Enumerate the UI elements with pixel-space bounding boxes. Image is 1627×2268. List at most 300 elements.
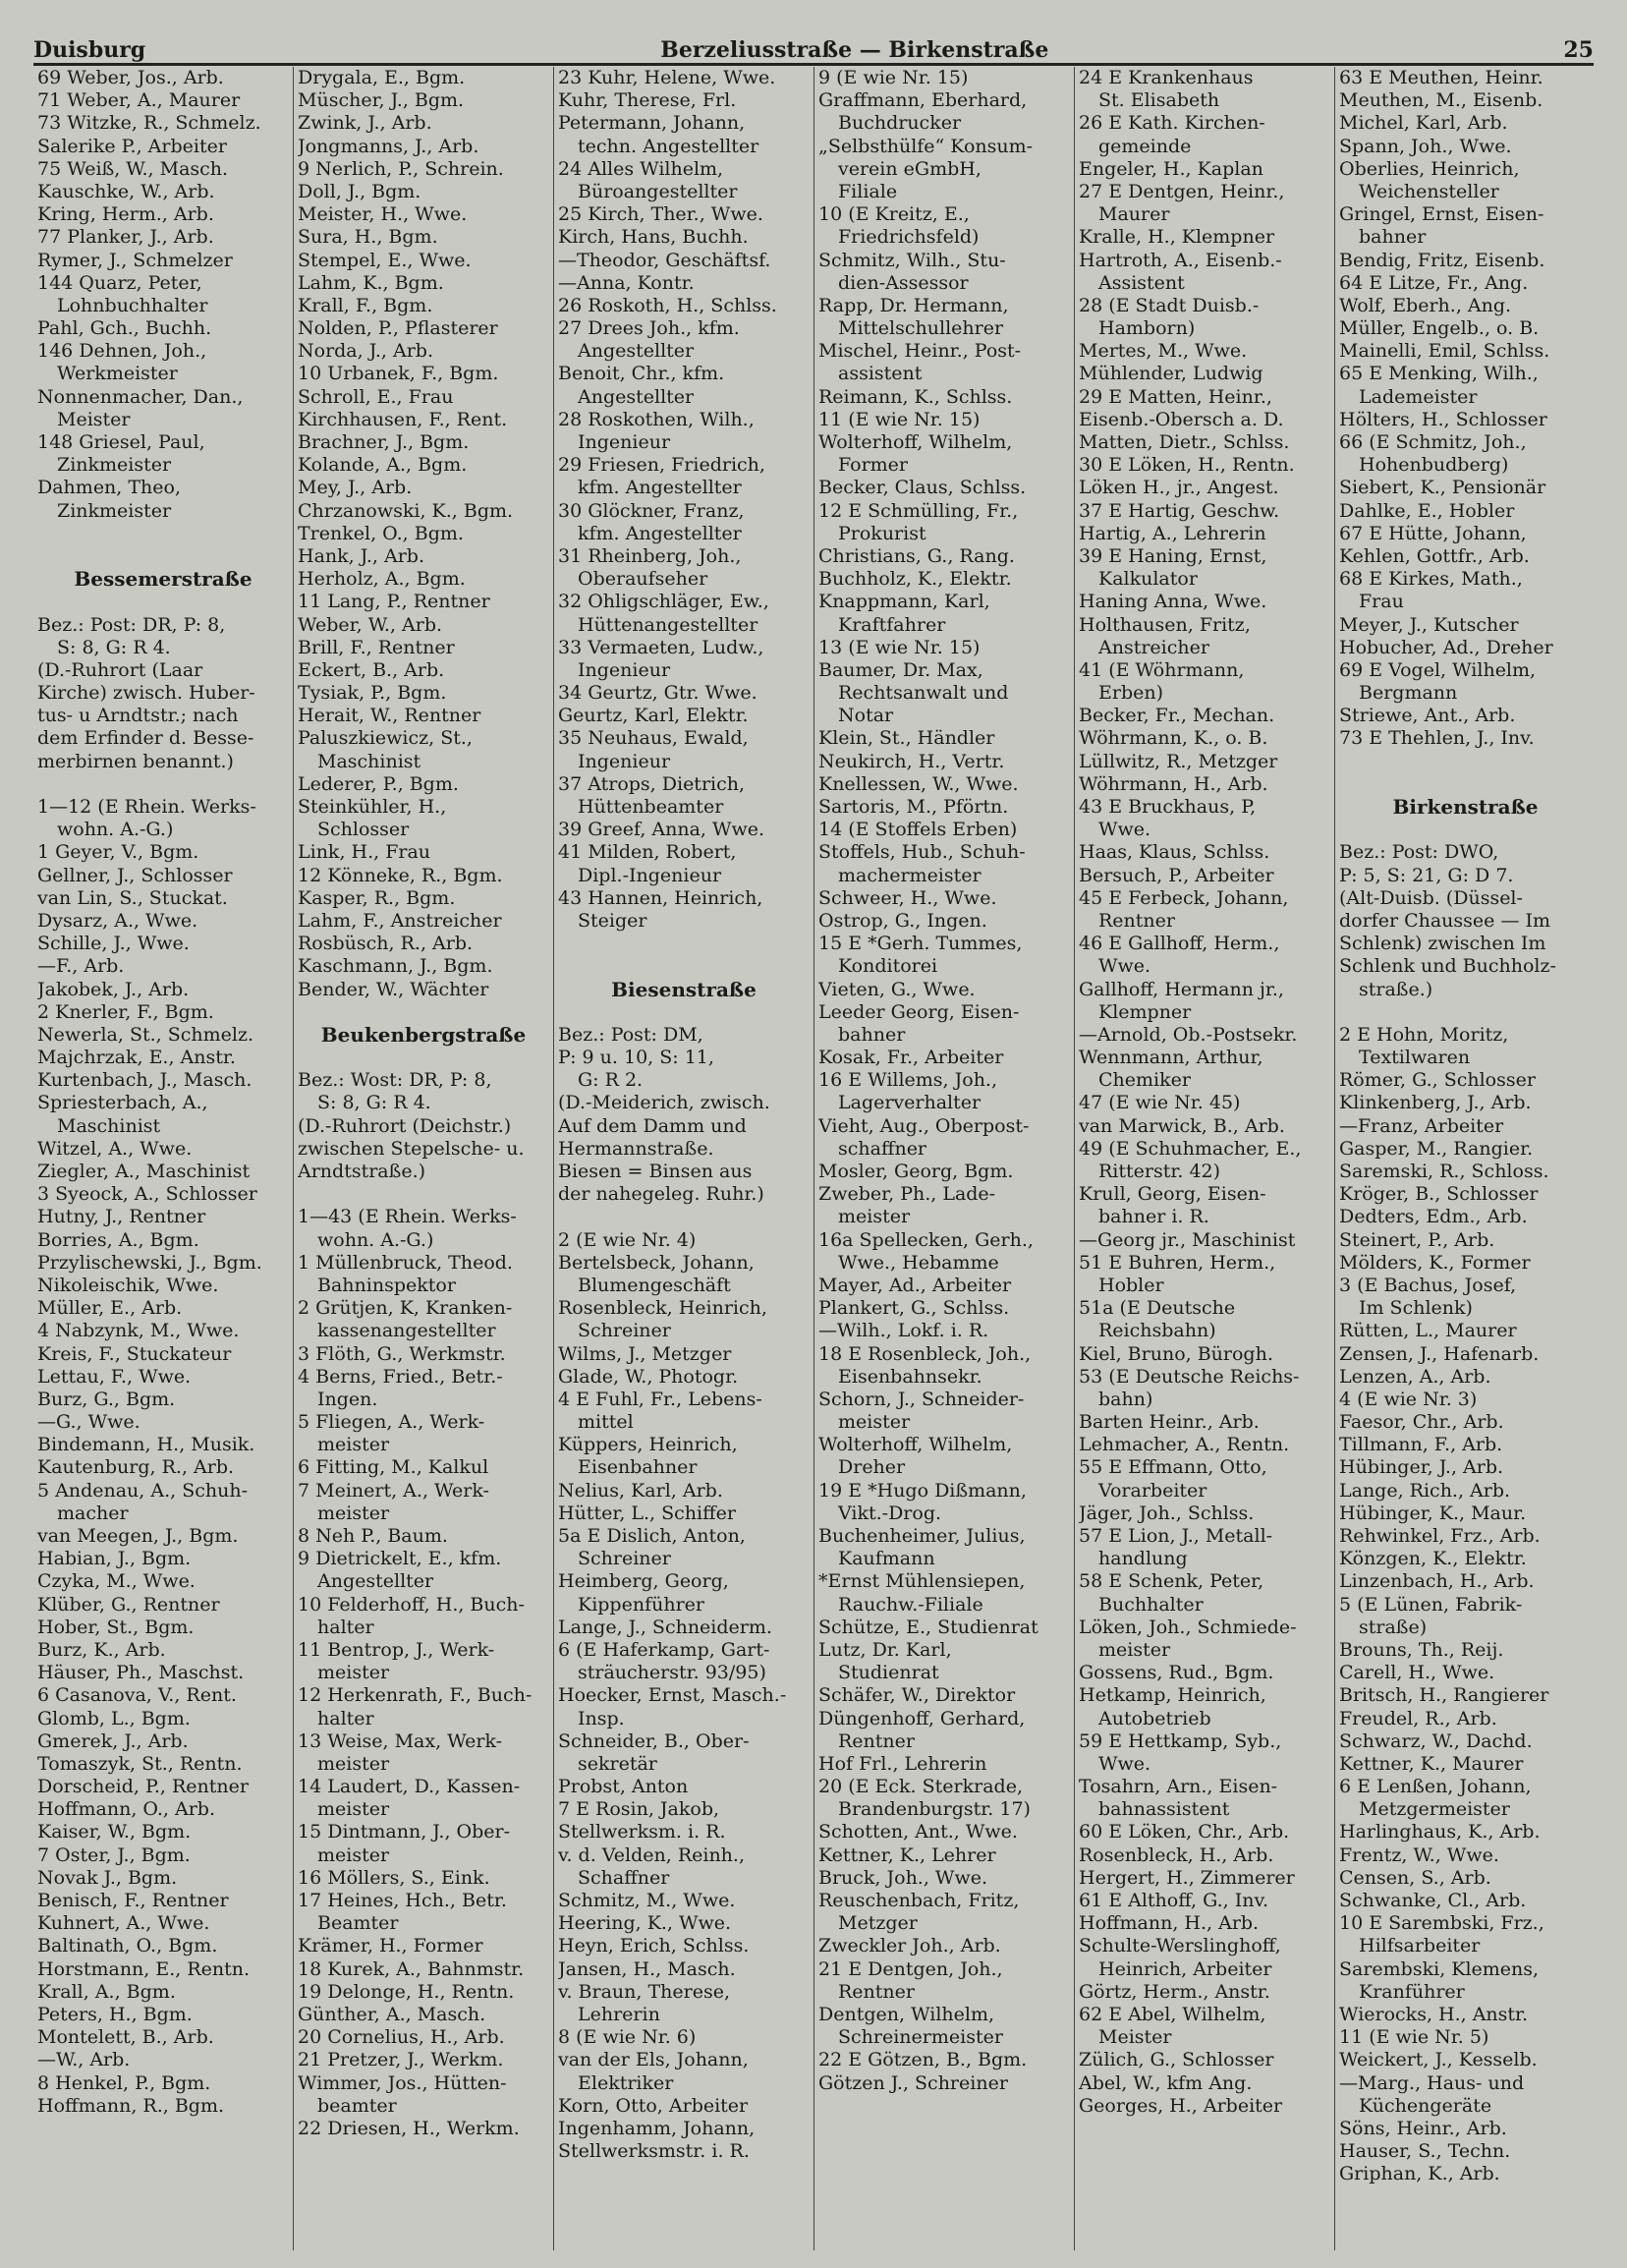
directory-entry: Dahmen, Theo,	[37, 477, 182, 499]
directory-column	[554, 67, 814, 2250]
directory-entry: machermeister	[838, 864, 982, 886]
directory-entry: Ingenieur	[578, 658, 671, 681]
directory-entry: 12 Herkenrath, F., Buch-	[298, 1684, 533, 1707]
directory-entry: Meister, H., Wwe.	[298, 203, 468, 226]
directory-entry: Zinkmeister	[57, 499, 172, 522]
directory-entry: zwischen Stepelsche- u.	[298, 1137, 525, 1160]
directory-entry: Geurtz, Karl, Elektr.	[558, 705, 749, 727]
directory-entry: assistent	[838, 363, 923, 385]
directory-entry: 9 (E wie Nr. 15)	[818, 67, 969, 88]
directory-entry: Heimberg, Georg,	[558, 1570, 729, 1593]
directory-entry: Becker, Claus, Schlss.	[818, 477, 1027, 499]
directory-entry: Tosahrn, Arn., Eisen-	[1079, 1776, 1278, 1798]
directory-entry: Wwe.	[1098, 819, 1151, 841]
directory-entry: Lenzen, A., Arb.	[1339, 1365, 1491, 1388]
directory-entry: Hobucher, Ad., Dreher	[1339, 636, 1553, 658]
directory-entry: Küppers, Heinrich,	[558, 1434, 738, 1456]
directory-entry: 8 Neh P., Baum.	[298, 1525, 448, 1547]
directory-entry: Gasper, M., Rangier.	[1339, 1137, 1534, 1160]
directory-entry: Baltinath, O., Bgm.	[37, 1935, 218, 1957]
directory-entry: 8 Henkel, P., Bgm.	[37, 2071, 211, 2094]
directory-entry: Wierocks, H., Anstr.	[1339, 2003, 1529, 2025]
directory-entry	[558, 933, 810, 955]
directory-entry: Schlenk) zwischen Im	[1339, 933, 1546, 955]
directory-entry: kfm. Angestellter	[578, 477, 742, 499]
directory-entry: Lehmacher, A., Rentn.	[1079, 1434, 1290, 1456]
directory-entry: 10 Urbanek, F., Bgm.	[298, 363, 499, 385]
directory-entry	[298, 1047, 549, 1069]
directory-entry: schaffner	[838, 1137, 927, 1160]
directory-entry: Eisenbahnsekr.	[838, 1365, 982, 1388]
directory-entry: 18 Kurek, A., Bahnmstr.	[298, 1957, 525, 1980]
directory-entry: Spann, Joh., Wwe.	[1339, 135, 1512, 157]
directory-entry	[1339, 751, 1592, 773]
directory-entry: Dysarz, A., Wwe.	[37, 909, 198, 932]
directory-entry: Krall, A., Bgm.	[37, 1980, 176, 2003]
directory-entry: Rechtsanwalt und	[838, 682, 1009, 705]
directory-entry: Bendig, Fritz, Eisenb.	[1339, 249, 1545, 271]
directory-entry: Ziegler, A., Maschinist	[37, 1161, 251, 1182]
directory-entry: Kröger, B., Schlosser	[1339, 1183, 1539, 1206]
directory-entry: Rosenbleck, H., Arb.	[1079, 1843, 1274, 1866]
directory-entry: Textilwaren	[1359, 1047, 1471, 1069]
directory-entry: Norda, J., Arb.	[298, 340, 433, 363]
directory-entry: 30 Glöckner, Franz,	[558, 499, 745, 522]
directory-entry: Mischel, Heinr., Post-	[818, 340, 1022, 363]
directory-entry: Brill, F., Rentner	[298, 636, 455, 658]
directory-entry: Georges, H., Arbeiter	[1079, 2094, 1283, 2117]
directory-entry: Griphan, K., Arb.	[1339, 2163, 1500, 2185]
directory-entry: Zinkmeister	[57, 454, 172, 477]
directory-entry: Schlenk und Buchholz-	[1339, 955, 1556, 978]
directory-entry: Knellessen, W., Wwe.	[818, 772, 1019, 795]
directory-entry: —G., Wwe.	[37, 1411, 140, 1434]
directory-entry: mittel	[578, 1411, 634, 1434]
directory-entry: 5a E Dislich, Anton,	[558, 1525, 746, 1547]
directory-entry: Kalkulator	[1098, 568, 1198, 591]
directory-entry: Schreiner	[578, 1320, 671, 1342]
directory-entry: Angestellter	[578, 340, 695, 363]
directory-entry: Maschinist	[317, 750, 421, 772]
directory-entry: Chrzanowski, K., Bgm.	[298, 499, 514, 522]
directory-entry: Gallhoff, Hermann jr.,	[1079, 978, 1284, 1000]
directory-entry: Friedrichsfeld)	[838, 226, 980, 249]
directory-entry: 69 E Vogel, Wilhelm,	[1339, 658, 1537, 681]
directory-entry: —Theodor, Geschäftsf.	[558, 249, 771, 271]
directory-entry: Krull, Georg, Eisen-	[1079, 1183, 1266, 1206]
directory-entry: Notar	[838, 705, 894, 727]
directory-entry: Oberaufseher	[578, 568, 708, 591]
directory-entry: Insp.	[578, 1707, 625, 1729]
directory-entry: Bertelsbeck, Johann,	[558, 1251, 755, 1274]
directory-entry: Stellwerksmstr. i. R.	[558, 2140, 750, 2163]
directory-entry: Engeler, H., Kaplan	[1079, 157, 1263, 180]
directory-entry: Schotten, Ant., Wwe.	[818, 1821, 1018, 1843]
directory-entry: 8 (E wie Nr. 6)	[558, 2026, 697, 2049]
directory-entry: Wöhrmann, K., o. B.	[1079, 727, 1268, 750]
directory-entry: Schaffner	[578, 1866, 670, 1889]
directory-entry: Lange, Rich., Arb.	[1339, 1479, 1511, 1502]
directory-entry: Zweber, Ph., Lade-	[818, 1183, 996, 1206]
directory-entry: Neukirch, H., Vertr.	[818, 750, 1005, 772]
directory-entry: 15 Dintmann, J., Ober-	[298, 1821, 511, 1843]
directory-entry: Arndtstraße.)	[298, 1161, 426, 1182]
directory-entry: Kurtenbach, J., Masch.	[37, 1069, 252, 1092]
directory-entry: 61 E Althoff, G., Inv.	[1079, 1890, 1269, 1911]
directory-entry: Zülich, G., Schlosser	[1079, 2049, 1274, 2071]
directory-entry: Frentz, W., Wwe.	[1339, 1843, 1499, 1866]
directory-entry: 65 E Menking, Wilh.,	[1339, 363, 1539, 385]
directory-entry: Spriesterbach, A.,	[37, 1092, 208, 1114]
directory-entry: verein eGmbH,	[838, 157, 982, 180]
directory-entry: Mölders, K., Former	[1339, 1251, 1531, 1274]
directory-entry: Im Schlenk)	[1359, 1297, 1473, 1320]
directory-entry: 51a (E Deutsche	[1079, 1297, 1236, 1320]
directory-entry: 67 E Hütte, Johann,	[1339, 522, 1527, 544]
directory-entry: van der Els, Johann,	[558, 2049, 749, 2071]
directory-entry: Schneider, B., Ober-	[558, 1729, 750, 1752]
directory-entry: Peters, H., Bgm.	[37, 2003, 193, 2025]
directory-entry: Ingenieur	[578, 750, 671, 772]
directory-entry: Przylischewski, J., Bgm.	[37, 1251, 262, 1274]
directory-entry: Burz, K., Arb.	[37, 1638, 166, 1661]
directory-entry	[1339, 1001, 1592, 1024]
directory-entry: Buchholz, K., Elektr.	[818, 568, 1012, 591]
directory-entry: Hilfsarbeiter	[1359, 1935, 1481, 1957]
directory-entry: Steiger	[578, 909, 647, 932]
directory-entry: 7 Oster, J., Bgm.	[37, 1843, 191, 1866]
directory-entry: 60 E Löken, Chr., Arb.	[1079, 1821, 1290, 1843]
directory-entry: Krämer, H., Former	[298, 1935, 483, 1957]
directory-entry: 146 Dehnen, Joh.,	[37, 340, 207, 363]
directory-entry: Metzger	[838, 1912, 918, 1935]
directory-entry: Meister	[57, 408, 131, 430]
directory-entry	[37, 545, 289, 568]
directory-entry: Barten Heinr., Arb.	[1079, 1411, 1260, 1434]
directory-entry: Trenkel, O., Bgm.	[298, 522, 464, 544]
directory-entry: Müscher, J., Bgm.	[298, 89, 465, 112]
directory-entry: Elektriker	[578, 2071, 674, 2094]
directory-entry: Haning Anna, Wwe.	[1079, 591, 1267, 613]
directory-entry: Michel, Karl, Arb.	[1339, 112, 1508, 135]
directory-entry: Christians, G., Rang.	[818, 544, 1015, 567]
directory-entry: Gringel, Ernst, Eisen-	[1339, 203, 1544, 226]
directory-entry: Graffmann, Eberhard,	[818, 89, 1028, 112]
directory-entry: Sartoris, M., Pförtn.	[818, 796, 1009, 818]
directory-entry: Becker, Fr., Mechan.	[1079, 705, 1275, 727]
directory-entry: Wilms, J., Metzger	[558, 1342, 732, 1365]
directory-entry: Weichensteller	[1359, 180, 1499, 202]
directory-entry: Studienrat	[838, 1662, 939, 1684]
directory-entry: Salerike P., Arbeiter	[37, 135, 227, 157]
directory-entry: 57 E Lion, J., Metall-	[1079, 1525, 1273, 1547]
directory-entry: Kuhnert, A., Wwe.	[37, 1912, 210, 1935]
directory-entry: Mühlender, Ludwig	[1079, 363, 1263, 385]
directory-entry: meister	[838, 1206, 911, 1228]
directory-entry: Nolden, P., Pflasterer	[298, 317, 498, 340]
directory-entry	[1339, 773, 1592, 796]
directory-entry: Hutny, J., Rentner	[37, 1206, 206, 1228]
directory-entry: 55 E Effmann, Otto,	[1079, 1456, 1267, 1479]
directory-entry: meister	[317, 1502, 390, 1524]
directory-entry: Wwe., Hebamme	[838, 1251, 999, 1274]
directory-entry: Herholz, A., Bgm.	[298, 568, 466, 591]
directory-entry: bahnassistent	[1098, 1798, 1230, 1821]
directory-entry: P: 9 u. 10, S: 11,	[558, 1047, 714, 1069]
directory-entry: 21 Pretzer, J., Werkm.	[298, 2049, 504, 2071]
directory-entry: 16a Spellecken, Gerh.,	[818, 1228, 1034, 1251]
directory-entry: Wolterhoff, Wilhelm,	[818, 431, 1013, 453]
directory-entry: Majchrzak, E., Anstr.	[37, 1047, 236, 1069]
directory-entry: Filiale	[838, 180, 898, 202]
directory-entry: 24 E Krankenhaus	[1079, 67, 1254, 88]
directory-entry: Wolf, Eberh., Ang.	[1339, 294, 1512, 316]
directory-entry: Montelett, B., Arb.	[37, 2026, 214, 2049]
directory-entry: 4 Nabzynk, M., Wwe.	[37, 1320, 240, 1342]
directory-entry: Weber, W., Arb.	[298, 613, 443, 636]
directory-entry: (D.-Meiderich, zwisch.	[558, 1092, 770, 1114]
directory-entry: —Wilh., Lokf. i. R.	[818, 1320, 989, 1342]
directory-columns	[33, 67, 1596, 2250]
directory-entry: 2 Knerler, F., Bgm.	[37, 1000, 214, 1023]
directory-entry	[37, 773, 289, 796]
directory-entry: Rehwinkel, Frz., Arb.	[1339, 1525, 1541, 1547]
directory-entry: 15 E *Gerh. Tummes,	[818, 933, 1023, 955]
directory-entry: Häuser, Ph., Maschst.	[37, 1662, 245, 1684]
directory-entry: Dipl.-Ingenieur	[578, 864, 722, 886]
directory-entry: Wennmann, Arthur,	[1079, 1047, 1263, 1069]
directory-entry: van Meegen, J., Bgm.	[37, 1525, 239, 1547]
directory-entry: Dentgen, Wilhelm,	[818, 2003, 995, 2025]
directory-entry: Lange, J., Schneiderm.	[558, 1616, 772, 1638]
directory-entry: S: 8, G: R 4.	[317, 1092, 431, 1114]
directory-entry: Buchenheimer, Julius,	[818, 1525, 1026, 1547]
directory-entry: Nonnenmacher, Dan.,	[37, 385, 244, 408]
directory-entry: 5 Andenau, A., Schuh-	[37, 1479, 249, 1502]
directory-entry: Petermann, Johann,	[558, 112, 746, 135]
directory-entry: Eckert, B., Arb.	[298, 658, 445, 681]
directory-entry: Borries, A., Bgm.	[37, 1228, 199, 1251]
directory-entry: P: 5, S: 21, G: D 7.	[1339, 864, 1514, 886]
directory-entry: 26 Roskoth, H., Schlss.	[558, 294, 777, 316]
directory-entry: 43 E Bruckhaus, P,	[1079, 796, 1257, 818]
directory-entry: (D.-Ruhrort (Laar	[37, 658, 203, 681]
directory-entry: Hergert, H., Zimmerer	[1079, 1866, 1295, 1889]
directory-entry: 1—43 (E Rhein. Werks-	[298, 1206, 517, 1228]
directory-entry: Müller, Engelb., o. B.	[1339, 317, 1540, 340]
directory-entry: Eisenb.-Obersch a. D.	[1079, 408, 1284, 430]
directory-entry: Könzgen, K., Elektr.	[1339, 1548, 1527, 1570]
directory-entry: Schäfer, W., Direktor	[818, 1684, 1016, 1707]
directory-entry: 39 E Haning, Ernst,	[1079, 544, 1267, 567]
directory-entry: wohn. A.-G.)	[317, 1228, 434, 1251]
directory-entry: Abel, W., kfm Ang.	[1079, 2071, 1253, 2094]
directory-entry: 4 E Fuhl, Fr., Lebens-	[558, 1388, 762, 1410]
directory-entry: 47 (E wie Nr. 45)	[1079, 1092, 1241, 1114]
directory-entry: Kautenburg, R., Arb.	[37, 1456, 235, 1479]
directory-entry: 77 Planker, J., Arb.	[37, 226, 214, 249]
directory-entry: Jansen, H., Masch.	[558, 1957, 736, 1980]
directory-entry: Metzgermeister	[1359, 1798, 1510, 1821]
directory-entry: 9 Nerlich, P., Schrein.	[298, 157, 504, 180]
directory-entry: meister	[317, 1662, 390, 1684]
directory-entry: Hohenbudberg)	[1359, 454, 1509, 477]
directory-entry: 4 (E wie Nr. 3)	[1339, 1388, 1478, 1410]
street-heading: Beukenbergstraße	[320, 1023, 527, 1047]
directory-entry: gemeinde	[1098, 135, 1192, 157]
directory-entry: —W., Arb.	[37, 2049, 131, 2071]
directory-entry: Dahlke, E., Hobler	[1339, 499, 1515, 522]
directory-entry: Tysiak, P., Bgm.	[298, 682, 447, 705]
directory-entry: 35 Neuhaus, Ewald,	[558, 727, 749, 750]
directory-entry: meister	[317, 1752, 390, 1775]
directory-entry: 73 E Thehlen, J., Inv.	[1339, 727, 1535, 750]
directory-entry: Lutz, Dr. Karl,	[818, 1638, 952, 1661]
directory-entry: Blumengeschäft	[578, 1274, 731, 1296]
directory-entry: straße)	[1359, 1616, 1428, 1638]
directory-entry: 41 (E Wöhrmann,	[1079, 658, 1245, 681]
directory-entry: Hüttenangestellter	[578, 613, 758, 636]
directory-entry: Hüttenbeamter	[578, 796, 724, 818]
directory-entry: Bahninspektor	[317, 1274, 456, 1296]
directory-entry: Lehrerin	[578, 2003, 660, 2025]
directory-entry: Baumer, Dr. Max,	[818, 658, 983, 681]
directory-entry: 18 E Rosenbleck, Joh.,	[818, 1342, 1032, 1365]
directory-entry: Hauser, S., Techn.	[1339, 2140, 1511, 2163]
directory-entry: 33 Vermaeten, Ludw.,	[558, 636, 764, 658]
directory-entry: Czyka, M., Wwe.	[37, 1570, 196, 1593]
directory-entry: 10 (E Kreitz, E.,	[818, 203, 970, 226]
directory-entry: Hetkamp, Heinrich,	[1079, 1684, 1266, 1707]
directory-entry: Lahm, F., Anstreicher	[298, 909, 502, 932]
directory-entry: Stoffels, Hub., Schuh-	[818, 841, 1026, 864]
directory-entry: Jakobek, J., Arb.	[37, 978, 190, 1000]
directory-entry: Mey, J., Arb.	[298, 477, 413, 499]
directory-entry: S: 8, G: R 4.	[57, 636, 171, 658]
directory-entry: 53 (E Deutsche Reichs-	[1079, 1365, 1300, 1388]
directory-entry: Lahm, K., Bgm.	[298, 271, 444, 294]
directory-entry: Bez.: Wost: DR, P: 8,	[298, 1069, 492, 1092]
directory-entry: macher	[57, 1502, 129, 1524]
directory-entry: halter	[317, 1707, 374, 1729]
directory-entry: Censen, S., Arb.	[1339, 1866, 1491, 1889]
directory-entry: 11 (E wie Nr. 5)	[1339, 2026, 1489, 2049]
directory-entry: Glomb, L., Bgm.	[37, 1707, 191, 1729]
directory-entry: Bruck, Joh., Wwe.	[818, 1866, 988, 1889]
directory-entry: Kehlen, Gottfr., Arb.	[1339, 544, 1530, 567]
directory-entry: 3 Syeock, A., Schlosser	[37, 1183, 257, 1206]
directory-entry: —Marg., Haus- und	[1339, 2071, 1525, 2094]
directory-entry: 3 (E Bachus, Josef,	[1339, 1274, 1517, 1296]
directory-entry: 37 E Hartig, Geschw.	[1079, 499, 1280, 522]
directory-column	[1075, 67, 1335, 2250]
directory-entry: Eisenbahner	[578, 1456, 698, 1479]
directory-entry: Götzen J., Schreiner	[818, 2071, 1008, 2094]
directory-entry: 11 Lang, P., Rentner	[298, 591, 490, 613]
directory-entry: Bez.: Post: DM,	[558, 1023, 703, 1046]
directory-entry: Horstmann, E., Rentn.	[37, 1957, 251, 1980]
directory-entry: Biesen = Binsen aus	[558, 1161, 753, 1182]
directory-entry: 13 (E wie Nr. 15)	[818, 636, 981, 658]
header-street-range: Berzeliusstraße — Birkenstraße	[660, 37, 1049, 63]
directory-entry: Vorarbeiter	[1098, 1479, 1207, 1502]
directory-entry: handlung	[1098, 1548, 1188, 1570]
directory-column	[33, 67, 294, 2250]
directory-entry: Düngenhoff, Gerhard,	[818, 1707, 1026, 1729]
directory-entry: Doll, J., Bgm.	[298, 180, 421, 202]
directory-entry: 14 Laudert, D., Kassen-	[298, 1776, 521, 1798]
page-header	[33, 26, 1594, 66]
directory-entry: 7 Meinert, A., Werk-	[298, 1479, 489, 1502]
directory-entry: Ingenhamm, Johann,	[558, 2117, 756, 2139]
directory-entry: Kettner, K., Lehrer	[818, 1843, 996, 1866]
directory-entry: Link, H., Frau	[298, 841, 431, 864]
directory-entry: Gellner, J., Schlosser	[37, 864, 233, 886]
directory-entry: 16 Möllers, S., Eink.	[298, 1866, 490, 1889]
directory-entry: Benisch, F., Rentner	[37, 1890, 229, 1911]
directory-entry: Novak J., Bgm.	[37, 1866, 178, 1889]
directory-entry: Paluszkiewicz, St.,	[298, 727, 473, 750]
directory-entry: Kirchhausen, F., Rent.	[298, 408, 508, 430]
directory-entry: Habian, J., Bgm.	[37, 1548, 192, 1570]
directory-entry: Holthausen, Fritz,	[1079, 613, 1251, 636]
directory-entry: Newerla, St., Schmelz.	[37, 1023, 253, 1046]
directory-entry: Bersuch, P., Arbeiter	[1079, 864, 1274, 886]
directory-entry: Kranführer	[1359, 1980, 1465, 2003]
directory-entry: Rapp, Dr. Hermann,	[818, 294, 1009, 316]
directory-entry: Jongmanns, J., Arb.	[298, 135, 479, 157]
directory-entry: Kirche) zwisch. Huber-	[37, 682, 255, 705]
directory-entry: Auf dem Damm und	[558, 1114, 747, 1137]
directory-entry: 28 Roskothen, Wilh.,	[558, 408, 755, 430]
directory-entry: Klinkenberg, J., Arb.	[1339, 1092, 1532, 1114]
directory-entry: 12 Könneke, R., Bgm.	[298, 864, 503, 886]
directory-entry: Reichsbahn)	[1098, 1320, 1216, 1342]
directory-entry: Buchdrucker	[838, 112, 962, 135]
directory-entry: tus- u Arndtstr.; nach	[37, 705, 239, 727]
directory-entry: Wwe.	[1098, 955, 1151, 978]
directory-entry: Mayer, Ad., Arbeiter	[818, 1274, 1012, 1296]
directory-entry: Pahl, Gch., Buchh.	[37, 317, 212, 340]
directory-entry: Hoecker, Ernst, Masch.-	[558, 1684, 787, 1707]
directory-entry: Rentner	[838, 1729, 915, 1752]
directory-entry	[298, 1183, 549, 1206]
directory-entry: Herait, W., Rentner	[298, 705, 481, 727]
directory-entry: Tillmann, F., Arb.	[1339, 1434, 1503, 1456]
directory-entry: Kralle, H., Klempner	[1079, 226, 1275, 249]
directory-entry: Vieten, G., Wwe.	[818, 978, 976, 1000]
directory-entry: 20 (E Eck. Sterkrade,	[818, 1776, 1023, 1798]
directory-entry: Hartroth, A., Eisenb.-	[1079, 249, 1282, 271]
directory-entry: Lettau, F., Wwe.	[37, 1365, 192, 1388]
directory-entry: Wöhrmann, H., Arb.	[1079, 772, 1268, 795]
directory-entry	[558, 1001, 810, 1024]
directory-entry: Lüllwitz, R., Metzger	[1079, 750, 1278, 772]
directory-entry: —Anna, Kontr.	[558, 271, 695, 294]
directory-entry: 46 E Gallhoff, Herm.,	[1079, 933, 1280, 955]
directory-entry: Konditorei	[838, 955, 938, 978]
directory-entry: Kaiser, W., Bgm.	[37, 1821, 192, 1843]
directory-entry: —Georg jr., Maschinist	[1079, 1228, 1296, 1251]
directory-entry: 37 Atrops, Dietrich,	[558, 772, 746, 795]
directory-entry: 22 Driesen, H., Werkm.	[298, 2117, 520, 2139]
directory-entry: 19 Delonge, H., Rentn.	[298, 1980, 515, 2003]
directory-entry: Hölters, H., Schlosser	[1339, 408, 1547, 430]
directory-entry: Weickert, J., Kesselb.	[1339, 2049, 1538, 2071]
directory-entry: Kosak, Fr., Arbeiter	[818, 1047, 1004, 1069]
directory-entry: Kuhr, Therese, Frl.	[558, 89, 737, 112]
directory-entry: 6 Fitting, M., Kalkul	[298, 1456, 489, 1479]
